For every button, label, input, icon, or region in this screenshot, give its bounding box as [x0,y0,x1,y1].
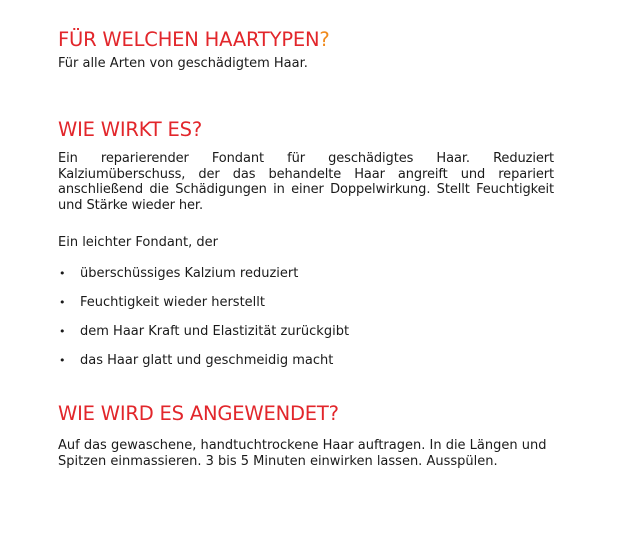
list-item-text: das Haar glatt und geschmeidig macht [80,353,334,368]
bullet-icon: • [59,267,66,280]
list-item-text: überschüssiges Kalzium reduziert [80,266,299,281]
list-item [58,353,349,369]
bullet-icon: • [59,325,66,338]
how-it-works-intro: Ein leichter Fondant, der [58,235,218,250]
list-item-text: dem Haar Kraft und Elastizität zurückgibt [80,324,350,339]
how-it-works-text: Ein reparierender Fondant für geschädigtes Haar. Reduziert Kalziumüberschuss, der das behandelte Haar angreift und repariert anschließend die Schädigungen in einer Doppelwirkung. Stellt Feuchtigkeit und Stärke wieder her. [58,151,554,213]
heading-question-mark: ? [319,28,330,51]
list-item [58,266,349,282]
list-item [58,324,349,340]
hair-types-text: Für alle Arten von geschädigtem Haar. [58,56,308,71]
heading-how-it-works: WIE WIRKT ES? [58,118,202,141]
bullet-icon: • [59,296,66,309]
benefits-list [58,266,349,382]
heading-hair-types-text: FÜR WELCHEN HAARTYPEN [58,28,320,51]
heading-how-to-use: WIE WIRD ES ANGEWENDET? [58,402,339,425]
heading-hair-types [58,28,330,52]
bullet-icon: • [59,354,66,367]
list-item [58,295,349,311]
how-to-use-text: Auf das gewaschene, handtuchtrockene Haar auftragen. In die Längen und Spitzen einmassieren. 3 bis 5 Minuten einwirken lassen. Ausspülen. [58,438,547,469]
list-item-text: Feuchtigkeit wieder herstellt [80,295,265,310]
